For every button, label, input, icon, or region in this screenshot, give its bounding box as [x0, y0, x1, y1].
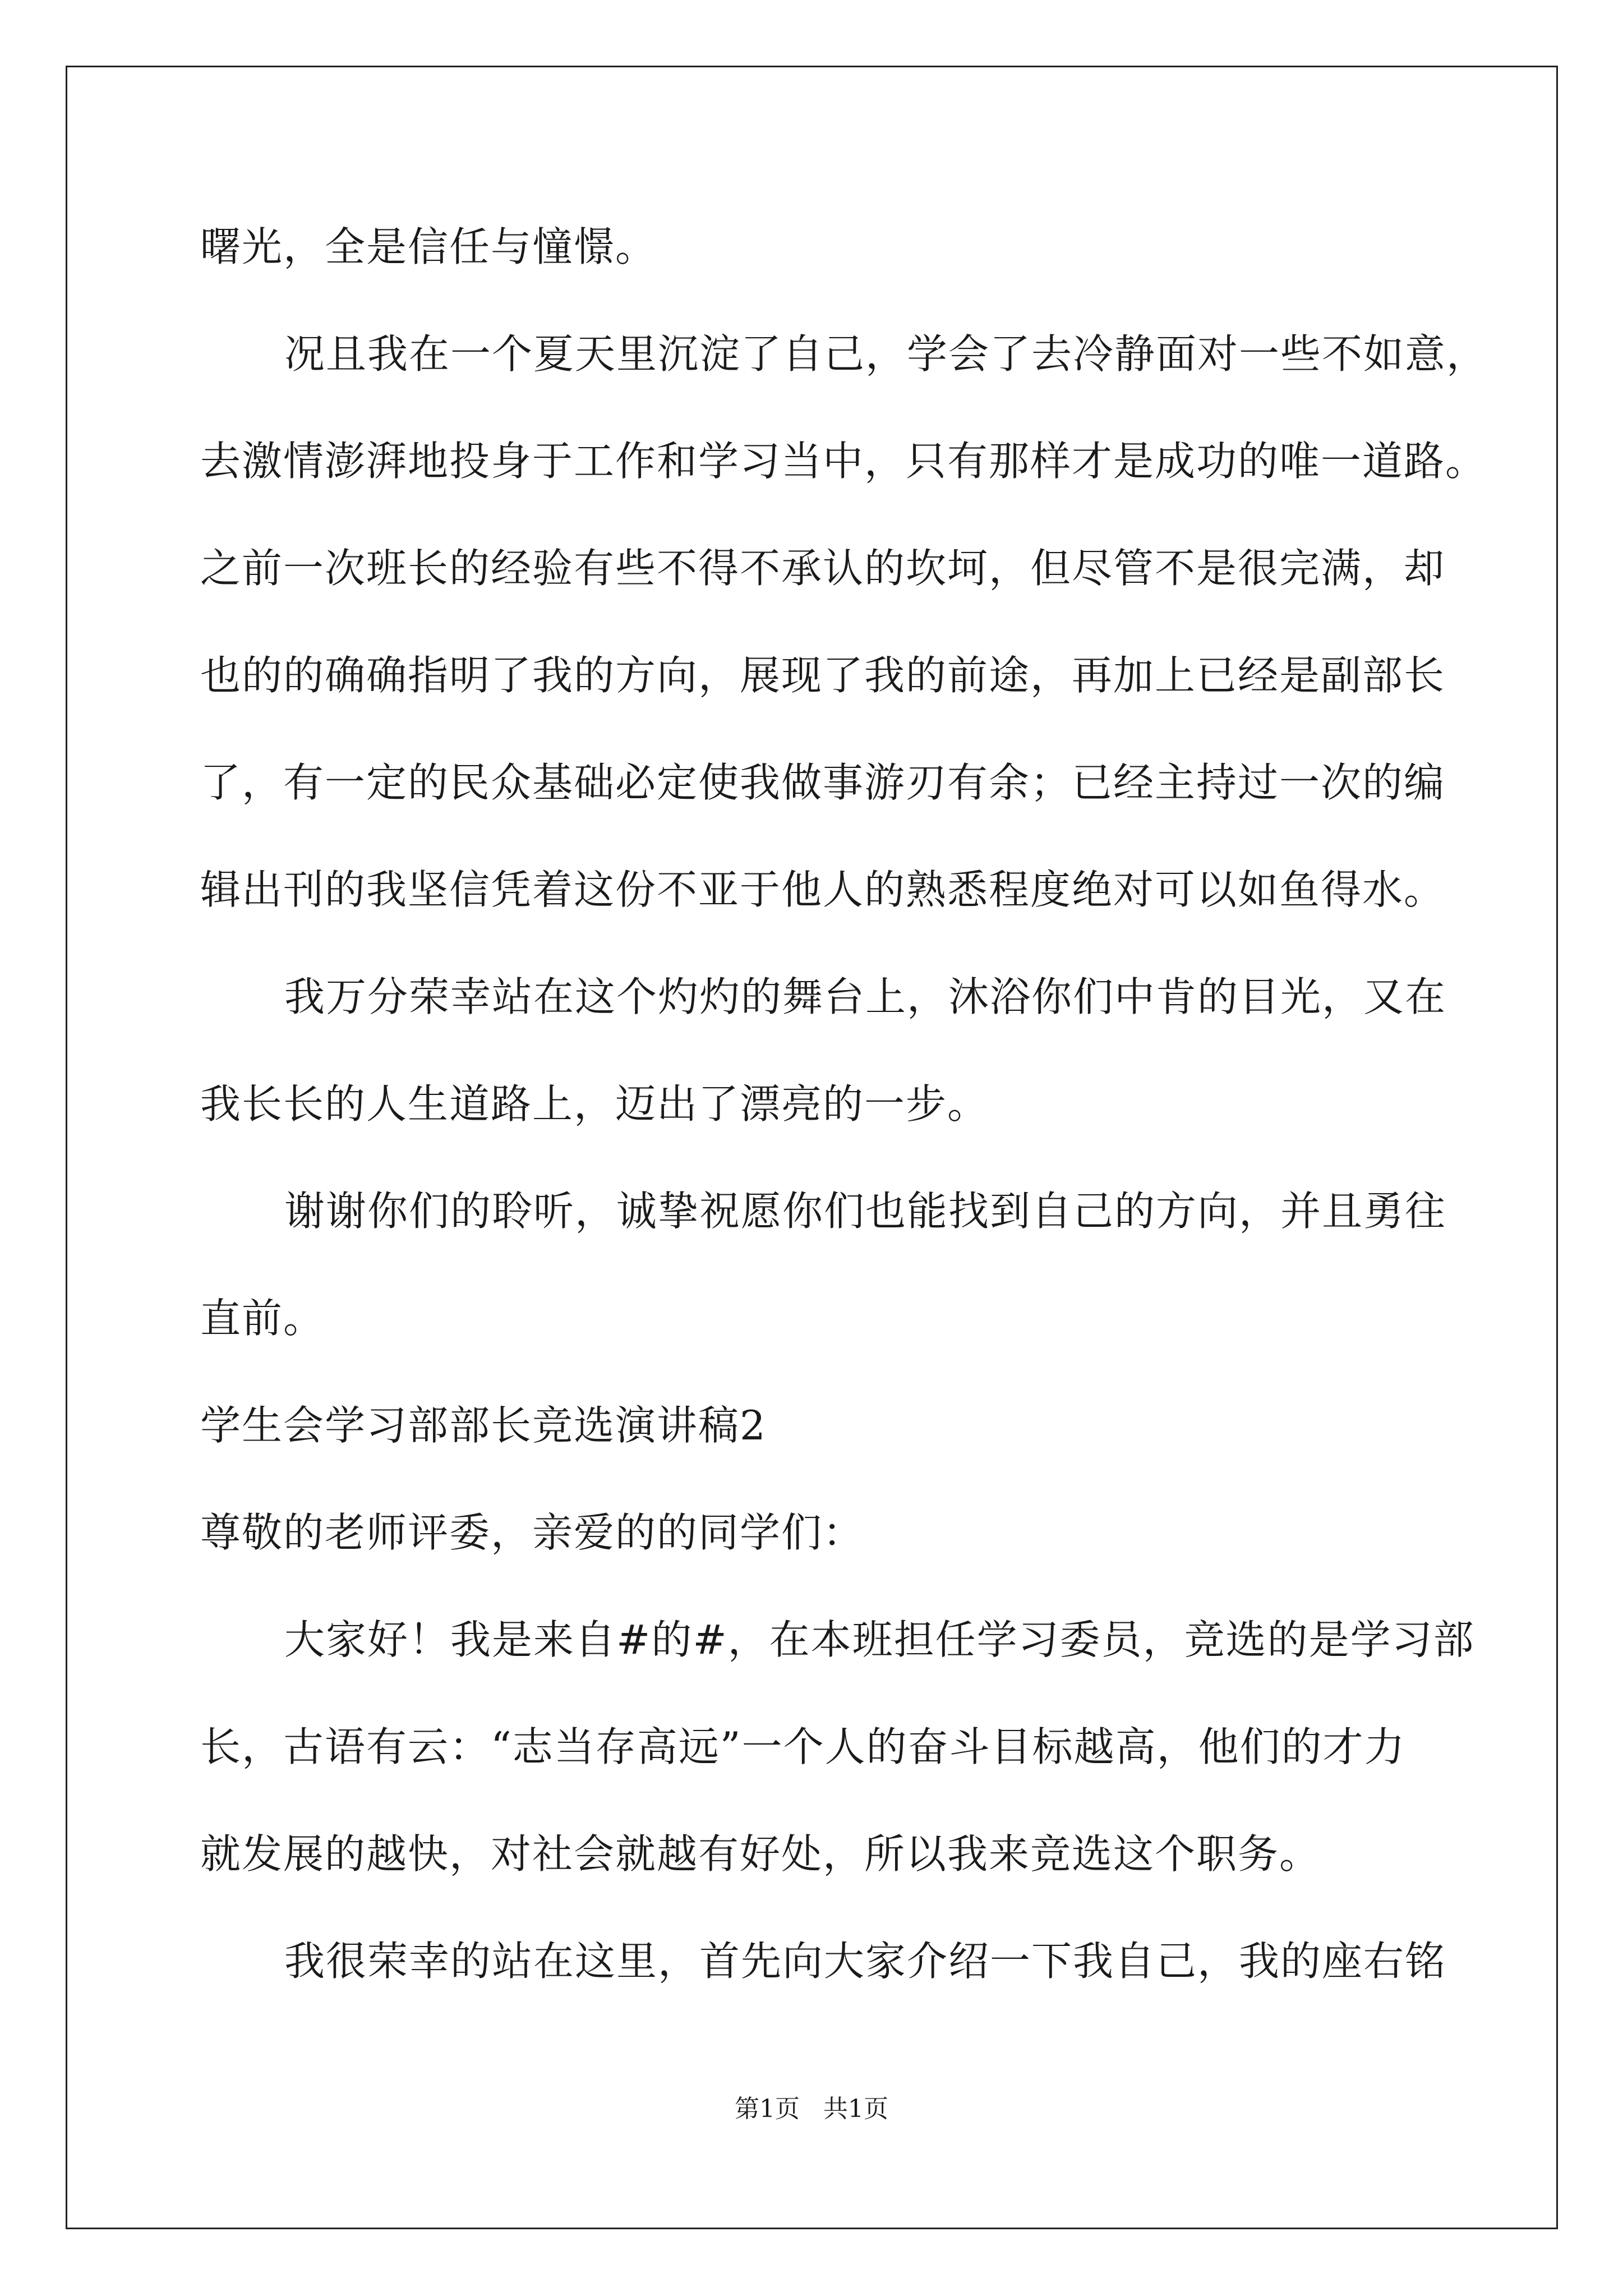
body-line: 了，有一定的民众基础必定使我做事游刃有余；已经主持过一次的编	[200, 759, 1446, 806]
section-heading: 学生会学习部部长竞选演讲稿2	[200, 1402, 767, 1449]
paragraph-line: 我万分荣幸站在这个灼灼的舞台上，沐浴你们中肯的目光，又在	[284, 973, 1447, 1020]
body-line: 就发展的越快，对社会就越有好处，所以我来竞选这个职务。	[200, 1830, 1321, 1878]
paragraph-line: 谢谢你们的聆听，诚挚祝愿你们也能找到自己的方向，并且勇往	[284, 1188, 1447, 1235]
body-line: 长，古语有云：“志当存高远”一个人的奋斗目标越高，他们的才力	[200, 1723, 1406, 1770]
paragraph-line: 大家好！我是来自#的#，在本班担任学习委员，竞选的是学习部	[284, 1616, 1475, 1663]
body-line: 辑出刊的我坚信凭着这份不亚于他人的熟悉程度绝对可以如鱼得水。	[200, 866, 1446, 913]
paragraph-line: 我很荣幸的站在这里，首先向大家介绍一下我自己，我的座右铭	[284, 1938, 1447, 1985]
body-line: 去激情澎湃地投身于工作和学习当中，只有那样才是成功的唯一道路。	[200, 438, 1487, 485]
body-line: 曙光，全是信任与憧憬。	[200, 223, 657, 270]
page-footer: 第1页 共1页	[735, 2095, 888, 2123]
document-body	[200, 194, 1488, 2015]
body-line: 直前。	[200, 1295, 325, 1342]
body-line: 我长长的人生道路上，迈出了漂亮的一步。	[200, 1080, 989, 1128]
salutation: 尊敬的老师评委，亲爱的的同学们：	[200, 1509, 865, 1556]
body-line: 之前一次班长的经验有些不得不承认的坎坷，但尽管不是很完满，却	[200, 545, 1446, 592]
paragraph-line: 况且我在一个夏天里沉淀了自己，学会了去冷静面对一些不如意，	[284, 330, 1488, 378]
body-line: 也的的确确指明了我的方向，展现了我的前途，再加上已经是副部长	[200, 652, 1446, 699]
